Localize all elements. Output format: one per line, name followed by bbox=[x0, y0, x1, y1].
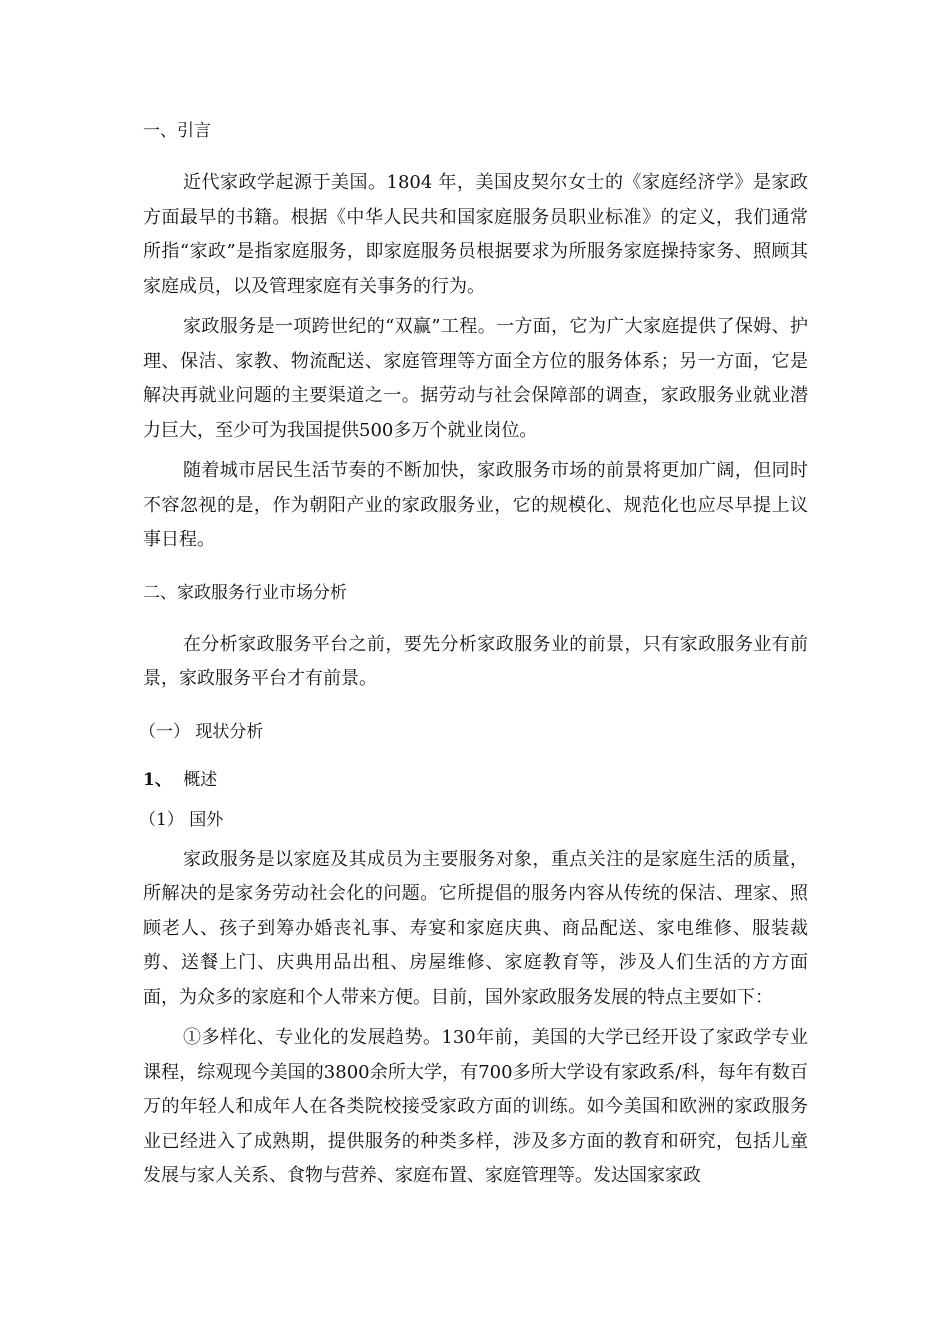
paragraph-diversification: ①多样化、专业化的发展趋势。130年前，美国的大学已经开设了家政学专业课程，综观现今美国的3800余所大学，有700多所大学设有家政系/科，每年有数百万的年轻人和成年人在各类院校接受家政方面的训练。如今美国和欧洲的家政服务业已经进入了成熟期，提供服务的种类多样，涉及多方面的教育和研究，包括儿童发展与家人关系、食物与营养、家庭布置、家庭管理等。发达国家家政 bbox=[143, 1027, 808, 1186]
section-heading-market-analysis: 二、家政服务行业市场分析 bbox=[143, 582, 347, 603]
document-body bbox=[139, 118, 808, 1200]
paragraph-market-intro: 在分析家政服务平台之前，要先分析家政服务业的前景，只有家政服务业有前景，家政服务平台才有前景。 bbox=[143, 633, 808, 689]
section-heading-introduction: 一、引言 bbox=[143, 121, 211, 141]
paragraph-origin: 近代家政学起源于美国。1804 年，美国皮契尔女士的《家庭经济学》是家政方面最早的书籍。根据《中华人民共和国家庭服务员职业标准》的定义，我们通常所指“家政”是指家庭服务，即家庭服务员根据要求为所服务家庭操持家务、照顾其家庭成员，以及管理家庭有关事务的行为。 bbox=[143, 172, 808, 297]
paragraph-win-win: 家政服务是一项跨世纪的“双赢”工程。一方面，它为广大家庭提供了保姆、护理、保洁、家教、物流配送、家庭管理等方面全方位的服务体系；另一方面，它是解决再就业问题的主要渠道之一。据劳动与社会保障部的调查，家政服务业就业潜力巨大，至少可为我国提供500多万个就业岗位。 bbox=[143, 316, 808, 441]
item-heading-abroad: （1） 国外 bbox=[139, 809, 224, 830]
paragraph-abroad-overview: 家政服务是以家庭及其成员为主要服务对象，重点关注的是家庭生活的质量，所解决的是家务劳动社会化的问题。它所提倡的服务内容从传统的保洁、理家、照顾老人、孩子到筹办婚丧礼事、寿宴和家庭庆典、商品配送、家电维修、服装裁剪、送餐上门、庆典用品出租、房屋维修、家庭教育等，涉及人们生活的方方面面，为众多的家庭和个人带来方便。目前，国外家政服务发展的特点主要如下： bbox=[143, 848, 808, 1008]
paragraph-outlook: 随着城市居民生活节奏的不断加快，家政服务市场的前景将更加广阔，但同时不容忽视的是，作为朝阳产业的家政服务业，它的规模化、规范化也应尽早提上议事日程。 bbox=[143, 460, 808, 550]
subsection-heading-status: （一） 现状分析 bbox=[139, 721, 264, 742]
item-number: 1、 bbox=[143, 769, 172, 790]
item-heading-overview bbox=[143, 767, 808, 793]
item-label: 概述 bbox=[183, 769, 218, 790]
